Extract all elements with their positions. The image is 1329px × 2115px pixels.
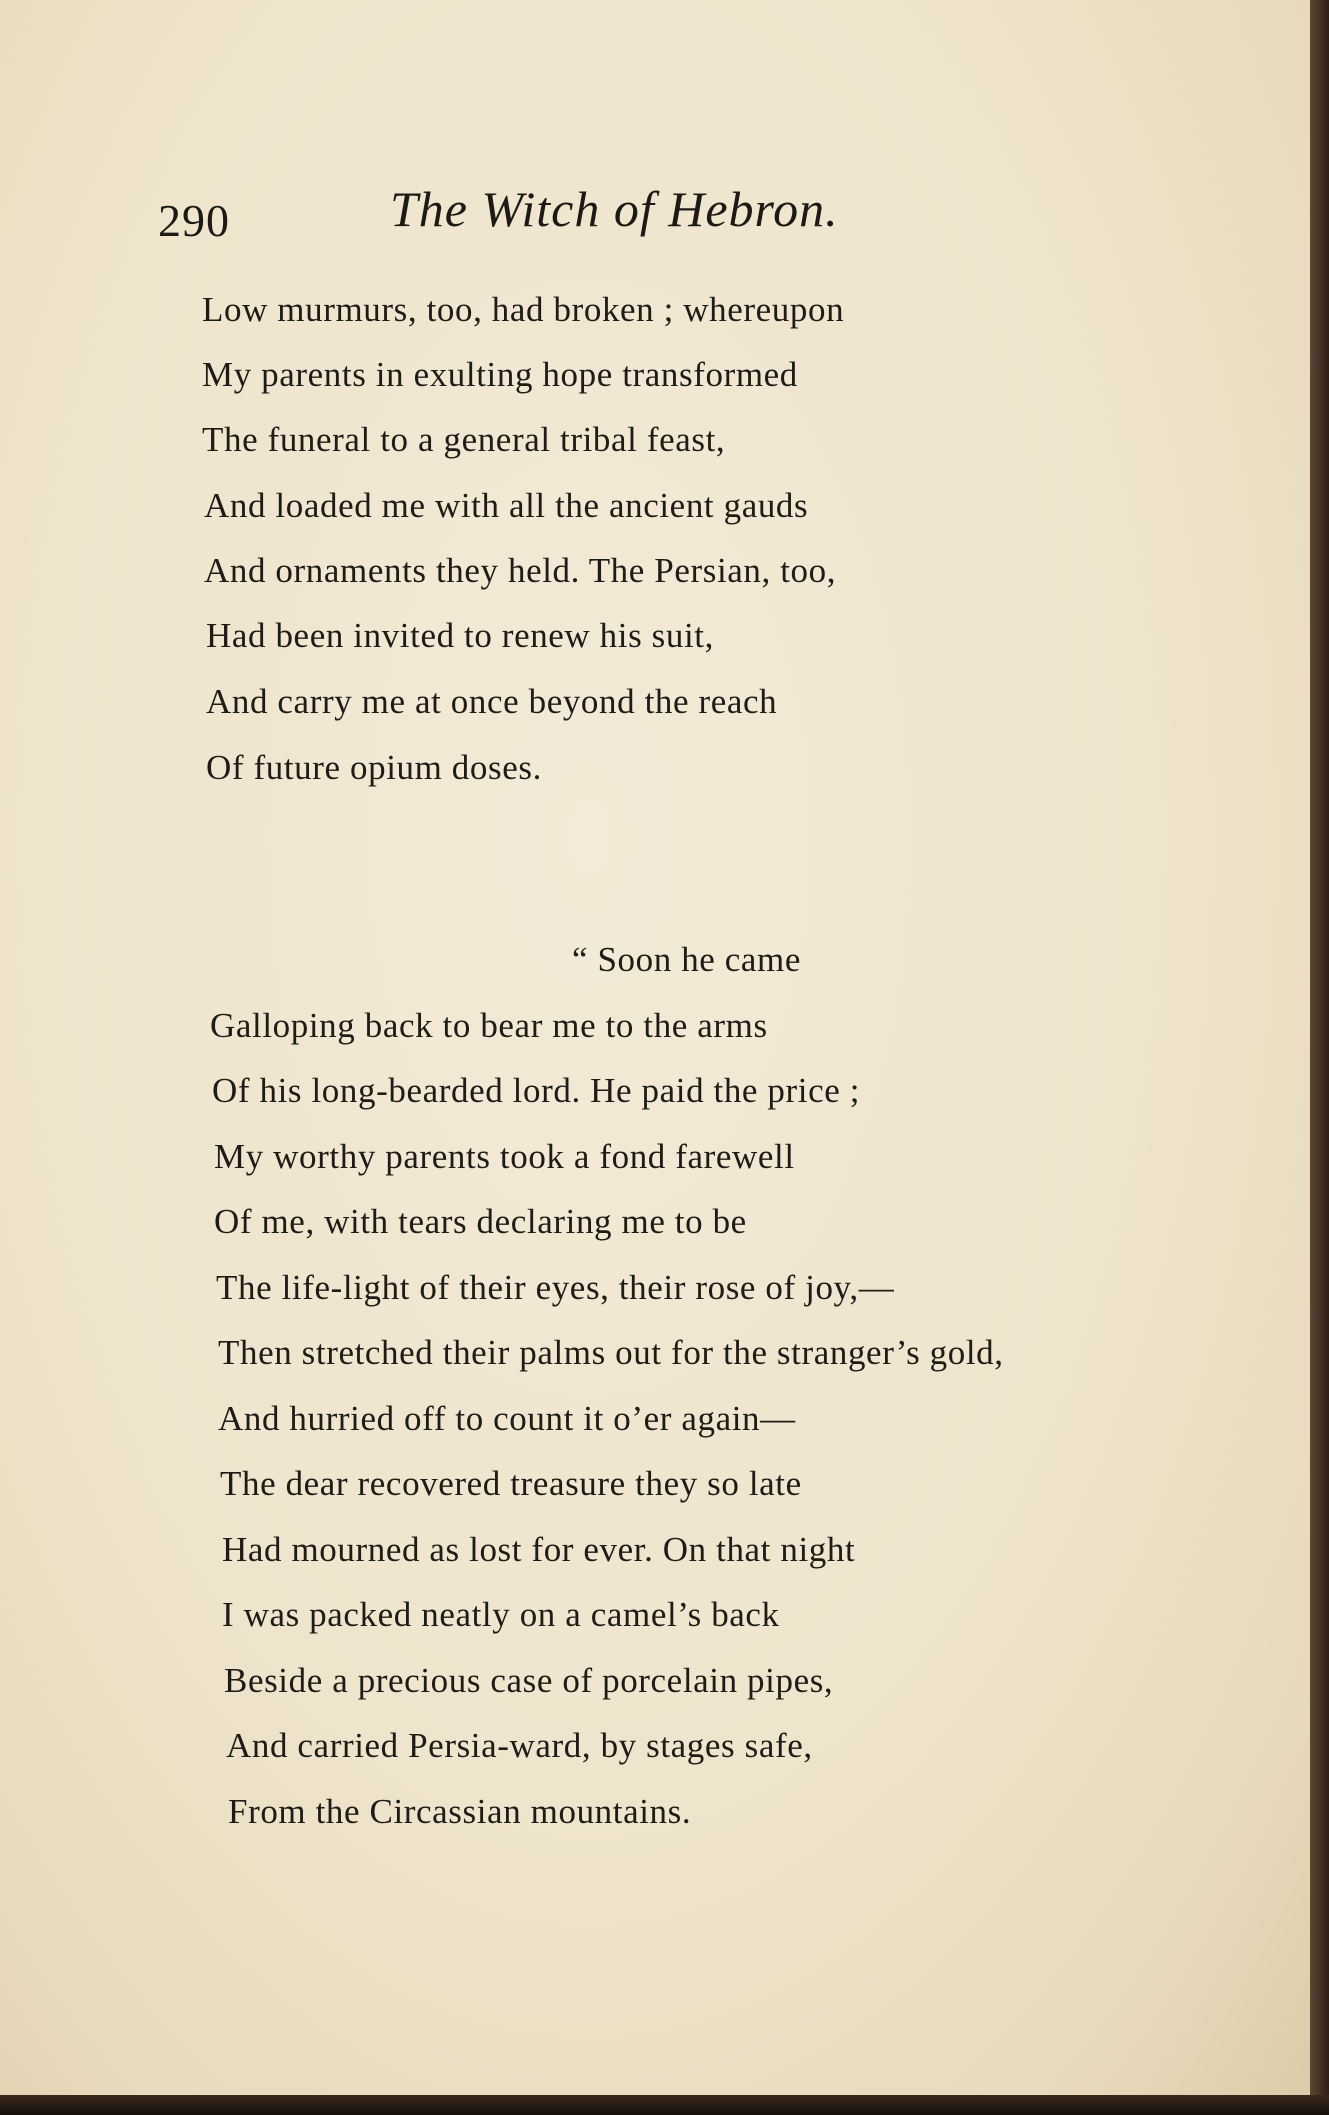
verse-line: The dear recovered treasure they so late (220, 1464, 802, 1503)
verse-line: Low murmurs, too, had broken ; whereupon (202, 290, 845, 329)
verse-line-opening: “ Soon he came (572, 940, 802, 979)
verse-line: The funeral to a general tribal feast, (202, 420, 726, 459)
verse-line: Of future opium doses. (206, 748, 542, 787)
page-edge-bottom (0, 2095, 1329, 2115)
verse-line: And loaded me with all the ancient gauds (204, 486, 809, 525)
verse-line: Of his long-bearded lord. He paid the price ; (212, 1071, 861, 1110)
verse-line: Galloping back to bear me to the arms (210, 1006, 768, 1045)
verse-line: Had been invited to renew his suit, (206, 616, 714, 655)
verse-line: My parents in exulting hope transformed (202, 355, 798, 394)
verse-line: And hurried off to count it o’er again— (218, 1399, 796, 1438)
page-edge-right (1310, 0, 1329, 2115)
page-header (0, 180, 1310, 260)
verse-line: And carried Persia-ward, by stages safe, (226, 1726, 813, 1765)
verse-line: My worthy parents took a fond farewell (214, 1137, 795, 1176)
verse-line: Then stretched their palms out for the stranger’s gold, (218, 1333, 1004, 1372)
verse-line: The life-light of their eyes, their rose of joy,— (216, 1268, 895, 1307)
verse-line: I was packed neatly on a camel’s back (222, 1595, 780, 1634)
verse-line: And carry me at once beyond the reach (206, 682, 778, 721)
running-title: The Witch of Hebron. (390, 181, 839, 237)
verse-line: Of me, with tears declaring me to be (214, 1202, 747, 1241)
page-number: 290 (158, 195, 230, 246)
verse-line: And ornaments they held. The Persian, too, (204, 551, 837, 590)
verse-line: From the Circassian mountains. (228, 1792, 692, 1831)
verse-line: Beside a precious case of porcelain pipes, (224, 1661, 834, 1700)
verse-line: Had mourned as lost for ever. On that night (222, 1530, 856, 1569)
